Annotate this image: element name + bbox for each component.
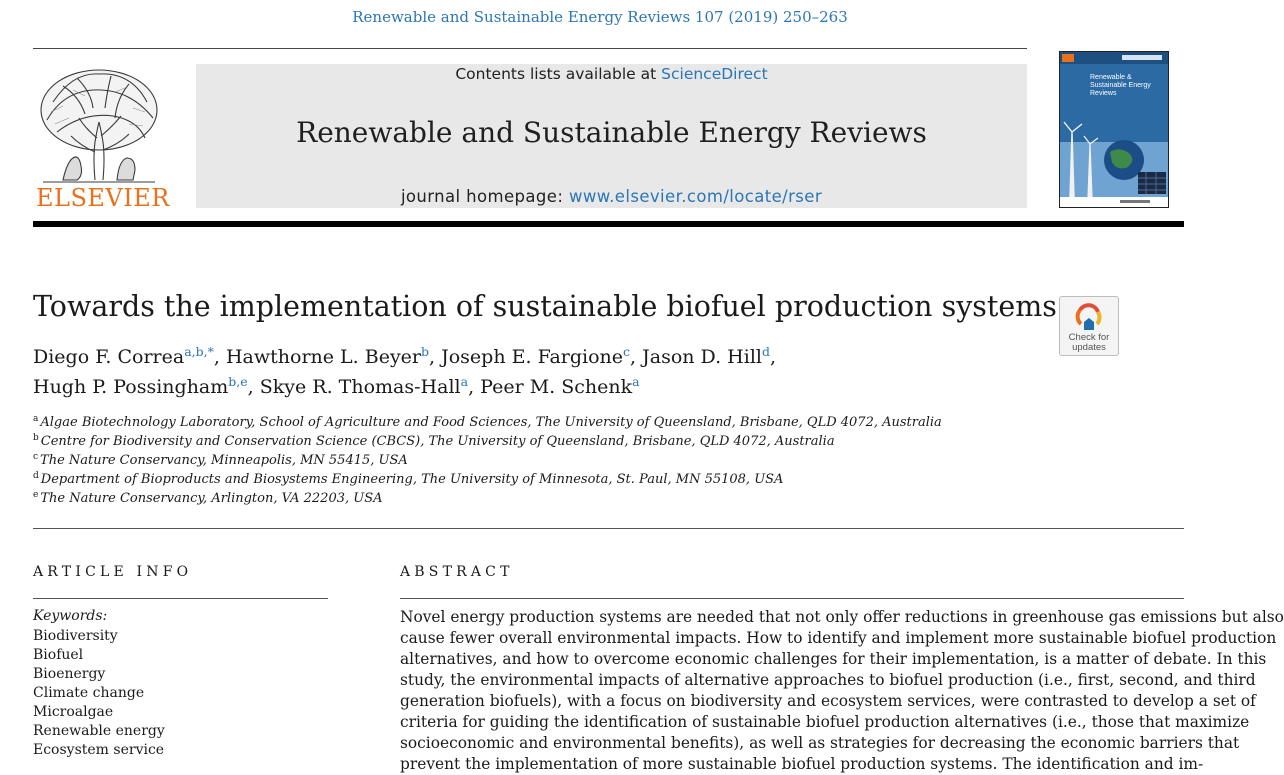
author-name: Hugh P. Possingham — [33, 376, 229, 398]
author-affiliation-marker[interactable]: b,e — [228, 374, 248, 389]
author-separator: , — [468, 376, 481, 398]
affiliation — [33, 434, 835, 449]
check-updates-icon — [1060, 300, 1118, 336]
abstract-line: prevent the implementation of more sustainable biofuel production systems. The identification and im- — [400, 755, 1204, 773]
author-affiliation-marker[interactable]: a — [460, 374, 469, 389]
author-list-line-2 — [33, 376, 640, 398]
author-affiliation-marker[interactable]: b — [421, 344, 430, 359]
elsevier-wordmark[interactable]: ELSEVIER — [36, 184, 170, 212]
abstract-body — [400, 607, 1284, 775]
journal-masthead — [196, 64, 1027, 208]
affiliation-key: a — [33, 414, 39, 424]
check-updates-label: Check for updates — [1068, 332, 1110, 353]
author-name: Skye R. Thomas-Hall — [259, 376, 461, 398]
keyword-item: Ecosystem service — [33, 742, 165, 758]
author-name: Peer M. Schenk — [480, 376, 633, 398]
journal-cover-image[interactable] — [1059, 51, 1169, 208]
abstract-line: alternatives, and how to overcome economic challenges for their implementation, is a matter of debate. In this — [400, 650, 1267, 668]
abstract-line: socioeconomic and environmental benefits), as well as strategies for decreasing the economic barriers that — [400, 734, 1240, 752]
author-affiliation-marker[interactable]: a — [632, 374, 640, 389]
keyword-item: Climate change — [33, 685, 145, 701]
homepage-line — [196, 187, 1027, 206]
author-separator: , — [213, 346, 226, 368]
homepage-prefix: journal homepage: — [400, 187, 569, 206]
affiliation-key: c — [33, 452, 39, 462]
masthead-rule — [33, 221, 1184, 227]
affiliation — [33, 415, 942, 430]
keyword-item: Biodiversity — [33, 628, 118, 644]
abstract-rule — [400, 598, 1184, 599]
article-info-rule — [33, 598, 328, 599]
author-separator: , — [247, 376, 260, 398]
header-rule — [33, 48, 1027, 49]
keyword-item: Biofuel — [33, 647, 84, 663]
abstract-line: Novel energy production systems are needed that not only offer reductions in greenhouse gas emissions but also — [400, 608, 1284, 626]
abstract-line: generation biofuels), with a focus on biodiversity and ecosystem services, were contrasted to develop a set of — [400, 692, 1256, 710]
author-separator: , — [630, 346, 643, 368]
author-name: Diego F. Correa — [33, 346, 185, 368]
affiliation — [33, 491, 383, 506]
check-for-updates-button[interactable] — [1059, 296, 1119, 356]
abstract-line: cause fewer overall environmental impacts. How to identify and implement more sustainable biofuel production — [400, 629, 1277, 647]
journal-homepage-link[interactable]: www.elsevier.com/locate/rser — [568, 187, 823, 206]
author-list-line-1 — [33, 346, 776, 368]
cover-title: Renewable & Sustainable Energy Reviews — [1090, 74, 1151, 97]
article-info-heading: ARTICLE INFO — [33, 564, 193, 580]
author-affiliation-marker[interactable]: d — [762, 344, 771, 359]
author-affiliation-marker[interactable]: c — [623, 344, 631, 359]
affiliation — [33, 453, 408, 468]
affiliation — [33, 472, 783, 487]
author-affiliation-marker[interactable]: a,b,* — [184, 344, 214, 359]
author-name: Jason D. Hill — [642, 346, 762, 368]
contents-line — [196, 64, 1027, 83]
affiliation-key: b — [33, 433, 39, 443]
affiliation-key: d — [33, 471, 39, 481]
journal-title: Renewable and Sustainable Energy Reviews — [296, 116, 927, 149]
author-name: Hawthorne L. Beyer — [225, 346, 422, 368]
affiliation-text: Centre for Biodiversity and Conservation Science (CBCS), The University of Queensland, Brisbane, QLD 4072, Australia — [40, 434, 835, 449]
sciencedirect-link[interactable]: ScienceDirect — [661, 65, 768, 83]
abstract-line: study, the environmental impacts of alternative approaches to biofuel production (i.e., first, second, and third — [400, 671, 1256, 689]
author-separator: , — [770, 346, 777, 368]
affiliation-text: The Nature Conservancy, Minneapolis, MN 55415, USA — [40, 453, 408, 468]
author-separator: , — [429, 346, 442, 368]
keyword-item: Bioenergy — [33, 666, 106, 682]
keyword-list — [33, 627, 165, 760]
author-name: Joseph E. Fargione — [441, 346, 624, 368]
affiliation-text: The Nature Conservancy, Arlington, VA 22203, USA — [40, 491, 383, 506]
section-rule — [33, 528, 1184, 529]
abstract-line: criteria for guiding the identification of sustainable biofuel production alternatives (i.e., those that maximize — [400, 713, 1250, 731]
keyword-item: Renewable energy — [33, 723, 165, 739]
journal-citation[interactable]: Renewable and Sustainable Energy Reviews 107 (2019) 250–263 — [352, 8, 848, 26]
abstract-heading: ABSTRACT — [400, 564, 514, 580]
affiliation-text: Algae Biotechnology Laboratory, School of Agriculture and Food Sciences, The University of Queensland, Brisbane, QLD 4072, Australia — [40, 415, 942, 430]
keyword-item: Microalgae — [33, 704, 114, 720]
keywords-label: Keywords: — [33, 608, 108, 624]
contents-prefix: Contents lists available at — [455, 65, 662, 83]
affiliation-key: e — [33, 490, 39, 500]
affiliation-text: Department of Bioproducts and Biosystems Engineering, The University of Minnesota, St. Paul, MN 55108, USA — [40, 472, 784, 487]
article-title: Towards the implementation of sustainable biofuel production systems — [33, 290, 1057, 323]
